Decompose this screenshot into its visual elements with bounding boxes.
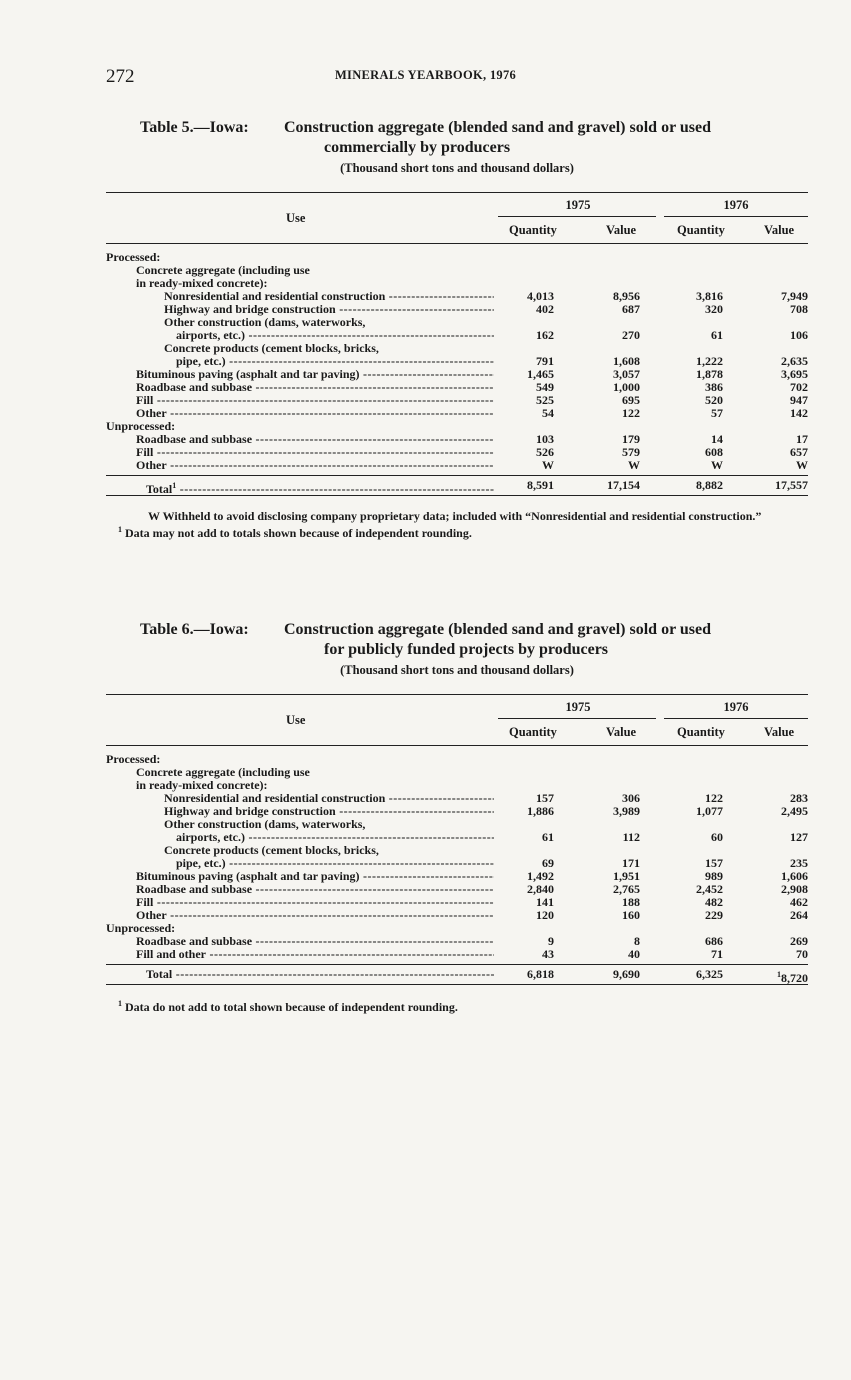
total-value (653, 968, 723, 981)
row-label: Processed: (106, 753, 161, 766)
row-label: Nonresidential and residential construction ----- (164, 792, 494, 805)
caption-line-2: commercially by producers (324, 139, 511, 156)
cell-value: 695 (622, 393, 640, 407)
total-label (146, 968, 494, 981)
header-year-1976: 1976 (723, 198, 749, 212)
footnote-marker: 1 (172, 481, 177, 490)
cell-value: 54 (542, 406, 554, 420)
row-label: Concrete products (cement blocks, bricks, (164, 342, 379, 355)
cell-value: 160 (622, 908, 640, 922)
total-label (146, 479, 494, 496)
cell-value: 1,465 (527, 367, 554, 381)
footnote-text: Data do not add to total shown because of independent rounding. (125, 1000, 458, 1014)
row-label: Bituminous paving (asphalt and tar paving) ----- (136, 870, 494, 883)
table-row (106, 381, 808, 394)
cell-value: 8,956 (613, 289, 640, 303)
cell-value: W (711, 458, 723, 472)
cell-value: 142 (790, 406, 808, 420)
cell-value: 60 (711, 830, 723, 844)
cell-value: 229 (705, 908, 723, 922)
cell-value: 264 (790, 908, 808, 922)
row-label: airports, etc.) ----- (176, 831, 494, 844)
cell-value: 127 (790, 830, 808, 844)
table-header (106, 192, 808, 244)
total-value (570, 968, 640, 981)
cell-value: 71 (711, 947, 723, 961)
row-label: Fill ----- (136, 446, 494, 459)
table-row (106, 420, 808, 433)
table-row (106, 922, 808, 935)
cell-value: 462 (790, 895, 808, 909)
cell-value: 3,057 (613, 367, 640, 381)
table-row (106, 909, 808, 922)
table-body (106, 753, 808, 984)
cell-value: 103 (536, 432, 554, 446)
table-row (106, 766, 808, 779)
table-subtitle: (Thousand short tons and thousand dollars) (340, 663, 574, 677)
table-row (106, 264, 808, 277)
cell-value: 283 (790, 791, 808, 805)
running-head: MINERALS YEARBOOK, 1976 (334, 68, 517, 82)
total-label-text: Total (146, 968, 173, 981)
row-label: Bituminous paving (asphalt and tar paving) ----- (136, 368, 494, 381)
cell-value: 43 (542, 947, 554, 961)
cell-value: 106 (790, 328, 808, 342)
row-label: Other construction (dams, waterworks, (164, 316, 366, 329)
table-row (106, 948, 808, 961)
cell-value: 112 (622, 830, 640, 844)
cell-value: 687 (622, 302, 640, 316)
cell-value: 1,886 (527, 804, 554, 818)
header-value-1975: Value (606, 725, 637, 739)
cell-value: 2,840 (527, 882, 554, 896)
footnote-marker: 1 (777, 970, 781, 979)
row-label: Unprocessed: (106, 922, 176, 935)
footnote (106, 523, 808, 540)
row-label: Highway and bridge construction ----- (164, 805, 494, 818)
cell-value: 791 (536, 354, 554, 368)
cell-value: 17 (796, 432, 808, 446)
cell-value: 686 (705, 934, 723, 948)
total-value (738, 479, 808, 492)
table-row (106, 329, 808, 342)
table-row (106, 753, 808, 766)
header-value-1976: Value (764, 725, 795, 739)
table-row (106, 290, 808, 303)
total-value-text: 8,720 (781, 971, 808, 985)
cell-value: 402 (536, 302, 554, 316)
row-label: pipe, etc.) ----- (176, 355, 494, 368)
cell-value: 1,222 (696, 354, 723, 368)
footnote-marker: 1 (118, 525, 122, 534)
row-label: Nonresidential and residential construction ----- (164, 290, 494, 303)
total-value-text: 17,154 (607, 478, 640, 492)
table-bottom-rule (106, 984, 808, 985)
table-title (106, 118, 808, 158)
page-number: 272 (106, 66, 135, 87)
cell-value: 235 (790, 856, 808, 870)
caption-line-1: Construction aggregate (blended sand and gravel) sold or used (284, 119, 711, 136)
table-caption (284, 620, 804, 660)
row-label: Other ----- (136, 459, 494, 472)
cell-value: 1,878 (696, 367, 723, 381)
table-body (106, 251, 808, 495)
cell-value: 2,452 (696, 882, 723, 896)
table-row (106, 316, 808, 329)
cell-value: 702 (790, 380, 808, 394)
header-value-1975: Value (606, 223, 637, 237)
cell-value: 14 (711, 432, 723, 446)
total-value (738, 968, 808, 985)
table-row (106, 251, 808, 264)
header-rule (664, 718, 808, 719)
header-quantity-1976: Quantity (677, 725, 725, 739)
header-year-1975: 1975 (565, 700, 591, 714)
cell-value: 157 (536, 791, 554, 805)
header-use: Use (286, 713, 306, 727)
table-row (106, 831, 808, 844)
cell-value: 7,949 (781, 289, 808, 303)
cell-value: 8 (634, 934, 640, 948)
cell-value: 1,077 (696, 804, 723, 818)
cell-value: 386 (705, 380, 723, 394)
withheld-note: W Withheld to avoid disclosing company proprietary data; included with “Nonresidential and residential construction.” (148, 509, 762, 523)
cell-value: 40 (628, 947, 640, 961)
cell-value: 608 (705, 445, 723, 459)
row-label: Roadbase and subbase ----- (136, 883, 494, 896)
total-value-text: 6,818 (527, 967, 554, 981)
table-row (106, 818, 808, 831)
total-value-text: 8,591 (527, 478, 554, 492)
table-label: Table 6.—Iowa: (140, 621, 249, 638)
cell-value: W (628, 458, 640, 472)
footnote-text: Data may not add to totals shown because of independent rounding. (125, 526, 472, 540)
cell-value: 3,695 (781, 367, 808, 381)
row-label: airports, etc.) ----- (176, 329, 494, 342)
cell-value: 2,765 (613, 882, 640, 896)
table-row (106, 896, 808, 909)
cell-value: 179 (622, 432, 640, 446)
total-value-text: 8,882 (696, 478, 723, 492)
table-row (106, 857, 808, 870)
table-row (106, 779, 808, 792)
cell-value: 171 (622, 856, 640, 870)
row-label: Roadbase and subbase ----- (136, 433, 494, 446)
cell-value: 122 (622, 406, 640, 420)
cell-value: W (542, 458, 554, 472)
cell-value: 2,495 (781, 804, 808, 818)
table-row (106, 303, 808, 316)
cell-value: 141 (536, 895, 554, 909)
header-quantity-1975: Quantity (509, 223, 557, 237)
row-label: Fill ----- (136, 896, 494, 909)
total-value (484, 479, 554, 492)
table-row (106, 394, 808, 407)
total-label-text: Total (146, 482, 173, 496)
cell-value: 708 (790, 302, 808, 316)
row-label: Roadbase and subbase ----- (136, 935, 494, 948)
table-row (106, 883, 808, 896)
cell-value: 61 (542, 830, 554, 844)
total-value (570, 479, 640, 492)
header-quantity-1975: Quantity (509, 725, 557, 739)
table-caption (284, 118, 804, 158)
row-label: Other construction (dams, waterworks, (164, 818, 366, 831)
header-year-1976: 1976 (723, 700, 749, 714)
cell-value: 520 (705, 393, 723, 407)
cell-value: 947 (790, 393, 808, 407)
cell-value: 162 (536, 328, 554, 342)
total-row (106, 964, 808, 984)
row-label: Fill and other ----- (136, 948, 494, 961)
table-6 (106, 620, 808, 1014)
cell-value: 2,635 (781, 354, 808, 368)
cell-value: 3,989 (613, 804, 640, 818)
table-row (106, 805, 808, 818)
caption-line-2: for publicly funded projects by producers (324, 641, 609, 658)
table-label: Table 5.—Iowa: (140, 119, 249, 136)
cell-value: 120 (536, 908, 554, 922)
row-label: Processed: (106, 251, 161, 264)
cell-value: 549 (536, 380, 554, 394)
table-header (106, 694, 808, 746)
total-value-text: 9,690 (613, 967, 640, 981)
cell-value: 270 (622, 328, 640, 342)
table-row (106, 844, 808, 857)
row-label: in ready-mixed concrete): (136, 277, 268, 290)
row-label: Fill ----- (136, 394, 494, 407)
row-label: Concrete products (cement blocks, bricks, (164, 844, 379, 857)
row-label: Other ----- (136, 909, 494, 922)
cell-value: 1,000 (613, 380, 640, 394)
cell-value: W (796, 458, 808, 472)
table-row (106, 368, 808, 381)
table-row (106, 459, 808, 472)
cell-value: 188 (622, 895, 640, 909)
cell-value: 4,013 (527, 289, 554, 303)
total-value (653, 479, 723, 492)
table-5 (106, 118, 808, 540)
cell-value: 122 (705, 791, 723, 805)
cell-value: 657 (790, 445, 808, 459)
row-label: in ready-mixed concrete): (136, 779, 268, 792)
header-use: Use (286, 211, 306, 225)
footnote (106, 997, 808, 1014)
table-subtitle: (Thousand short tons and thousand dollars) (340, 161, 574, 175)
cell-value: 526 (536, 445, 554, 459)
cell-value: 9 (548, 934, 554, 948)
cell-value: 306 (622, 791, 640, 805)
cell-value: 61 (711, 328, 723, 342)
header-rule (498, 216, 656, 217)
cell-value: 69 (542, 856, 554, 870)
cell-value: 525 (536, 393, 554, 407)
cell-value: 57 (711, 406, 723, 420)
table-row (106, 446, 808, 459)
table-row (106, 935, 808, 948)
cell-value: 320 (705, 302, 723, 316)
total-row (106, 475, 808, 495)
row-label: Roadbase and subbase ----- (136, 381, 494, 394)
header-rule (664, 216, 808, 217)
header-year-1975: 1975 (565, 198, 591, 212)
cell-value: 157 (705, 856, 723, 870)
header-quantity-1976: Quantity (677, 223, 725, 237)
cell-value: 3,816 (696, 289, 723, 303)
cell-value: 269 (790, 934, 808, 948)
table-row (106, 433, 808, 446)
cell-value: 1,606 (781, 869, 808, 883)
table-title (106, 620, 808, 660)
row-label: pipe, etc.) ----- (176, 857, 494, 870)
row-label: Concrete aggregate (including use (136, 766, 310, 779)
cell-value: 70 (796, 947, 808, 961)
footnote-marker: 1 (118, 999, 122, 1008)
cell-value: 482 (705, 895, 723, 909)
total-value-text: 17,557 (775, 478, 808, 492)
row-label: Concrete aggregate (including use (136, 264, 310, 277)
cell-value: 989 (705, 869, 723, 883)
cell-value: 2,908 (781, 882, 808, 896)
total-value-text: 6,325 (696, 967, 723, 981)
caption-line-1: Construction aggregate (blended sand and gravel) sold or used (284, 621, 711, 638)
row-label: Other ----- (136, 407, 494, 420)
total-value (484, 968, 554, 981)
cell-value: 579 (622, 445, 640, 459)
header-value-1976: Value (764, 223, 795, 237)
cell-value: 1,951 (613, 869, 640, 883)
cell-value: 1,608 (613, 354, 640, 368)
table-row (106, 407, 808, 420)
row-label: Unprocessed: (106, 420, 176, 433)
header-rule (498, 718, 656, 719)
cell-value: 1,492 (527, 869, 554, 883)
row-label: Highway and bridge construction ----- (164, 303, 494, 316)
